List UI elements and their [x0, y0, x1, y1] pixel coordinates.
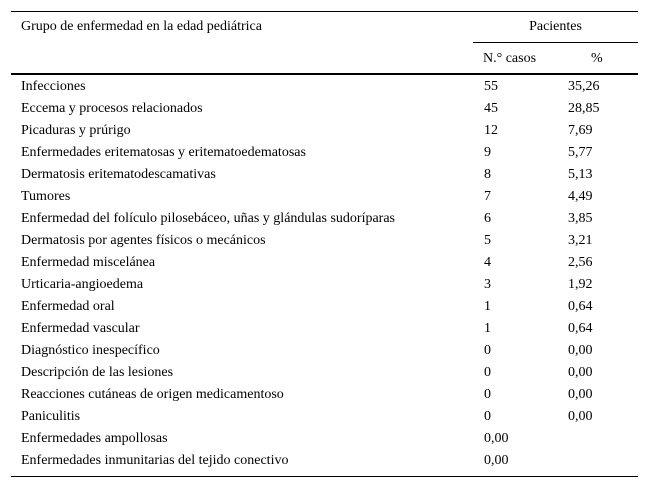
cases-cell: 0,00 [484, 431, 509, 446]
column-header-group: Grupo de enfermedad en la edad pediátrica [21, 19, 262, 34]
percent-cell: 35,26 [568, 79, 600, 94]
table-row [11, 297, 638, 319]
cases-cell: 9 [484, 145, 491, 160]
table-row [11, 253, 638, 275]
disease-group-cell: Diagnóstico inespecífico [21, 343, 160, 358]
table-row [11, 407, 638, 429]
disease-group-cell: Enfermedad oral [21, 299, 115, 314]
table-row [11, 209, 638, 231]
percent-cell: 1,92 [568, 277, 593, 292]
cases-cell: 3 [484, 277, 491, 292]
column-header-percent: % [591, 51, 603, 66]
table-row [11, 341, 638, 363]
cases-cell: 7 [484, 189, 491, 204]
header-bottom-rule [11, 73, 638, 75]
disease-group-cell: Enfermedad del folículo pilosebáceo, uñas y glándulas sudoríparas [21, 211, 395, 226]
table-row [11, 231, 638, 253]
cases-cell: 0 [484, 365, 491, 380]
cases-cell: 1 [484, 321, 491, 336]
cases-cell: 5 [484, 233, 491, 248]
cases-cell: 45 [484, 101, 498, 116]
percent-cell: 3,21 [568, 233, 593, 248]
disease-group-cell: Picaduras y prúrigo [21, 123, 131, 138]
table-top-rule [11, 11, 638, 12]
disease-group-cell: Enfermedad vascular [21, 321, 140, 336]
cases-cell: 0 [484, 387, 491, 402]
table-row [11, 429, 638, 451]
cases-cell: 8 [484, 167, 491, 182]
table-bottom-rule [11, 476, 638, 477]
column-header-patients: Pacientes [529, 19, 582, 34]
disease-group-cell: Urticaria-angioedema [21, 277, 144, 292]
cases-cell: 1 [484, 299, 491, 314]
percent-cell: 2,56 [568, 255, 593, 270]
table-row [11, 143, 638, 165]
disease-group-cell: Paniculitis [21, 409, 81, 424]
percent-cell: 0,00 [568, 343, 593, 358]
percent-cell: 7,69 [568, 123, 593, 138]
disease-group-cell: Eccema y procesos relacionados [21, 101, 203, 116]
percent-cell: 4,49 [568, 189, 593, 204]
disease-group-cell: Enfermedades inmunitarias del tejido conectivo [21, 453, 289, 468]
percent-cell: 0,64 [568, 299, 593, 314]
table-row [11, 275, 638, 297]
table-row [11, 165, 638, 187]
patients-subheader-rule [473, 42, 638, 43]
table-row [11, 451, 638, 473]
percent-cell: 0,00 [568, 387, 593, 402]
table-row [11, 319, 638, 341]
cases-cell: 0 [484, 409, 491, 424]
disease-group-cell: Dermatosis por agentes físicos o mecánicos [21, 233, 266, 248]
table-row [11, 385, 638, 407]
percent-cell: 0,64 [568, 321, 593, 336]
disease-group-cell: Reacciones cutáneas de origen medicamentoso [21, 387, 284, 402]
table-row [11, 363, 638, 385]
percent-cell: 0,00 [568, 365, 593, 380]
disease-group-cell: Infecciones [21, 79, 86, 94]
table-body [11, 77, 638, 473]
table-row [11, 99, 638, 121]
disease-group-cell: Enfermedades ampollosas [21, 431, 168, 446]
cases-cell: 0 [484, 343, 491, 358]
disease-group-cell: Enfermedad miscelánea [21, 255, 156, 270]
percent-cell: 5,13 [568, 167, 593, 182]
cases-cell: 4 [484, 255, 491, 270]
cases-cell: 0,00 [484, 453, 509, 468]
column-header-cases: N.° casos [483, 51, 537, 66]
cases-cell: 55 [484, 79, 498, 94]
table-row [11, 187, 638, 209]
disease-group-cell: Tumores [21, 189, 71, 204]
table-row [11, 121, 638, 143]
percent-cell: 5,77 [568, 145, 593, 160]
cases-cell: 12 [484, 123, 498, 138]
percent-cell: 3,85 [568, 211, 593, 226]
percent-cell: 28,85 [568, 101, 600, 116]
cases-cell: 6 [484, 211, 491, 226]
percent-cell: 0,00 [568, 409, 593, 424]
table-row [11, 77, 638, 99]
disease-group-cell: Enfermedades eritematosas y eritematoedematosas [21, 145, 306, 160]
disease-group-cell: Descripción de las lesiones [21, 365, 174, 380]
disease-group-cell: Dermatosis eritematodescamativas [21, 167, 216, 182]
